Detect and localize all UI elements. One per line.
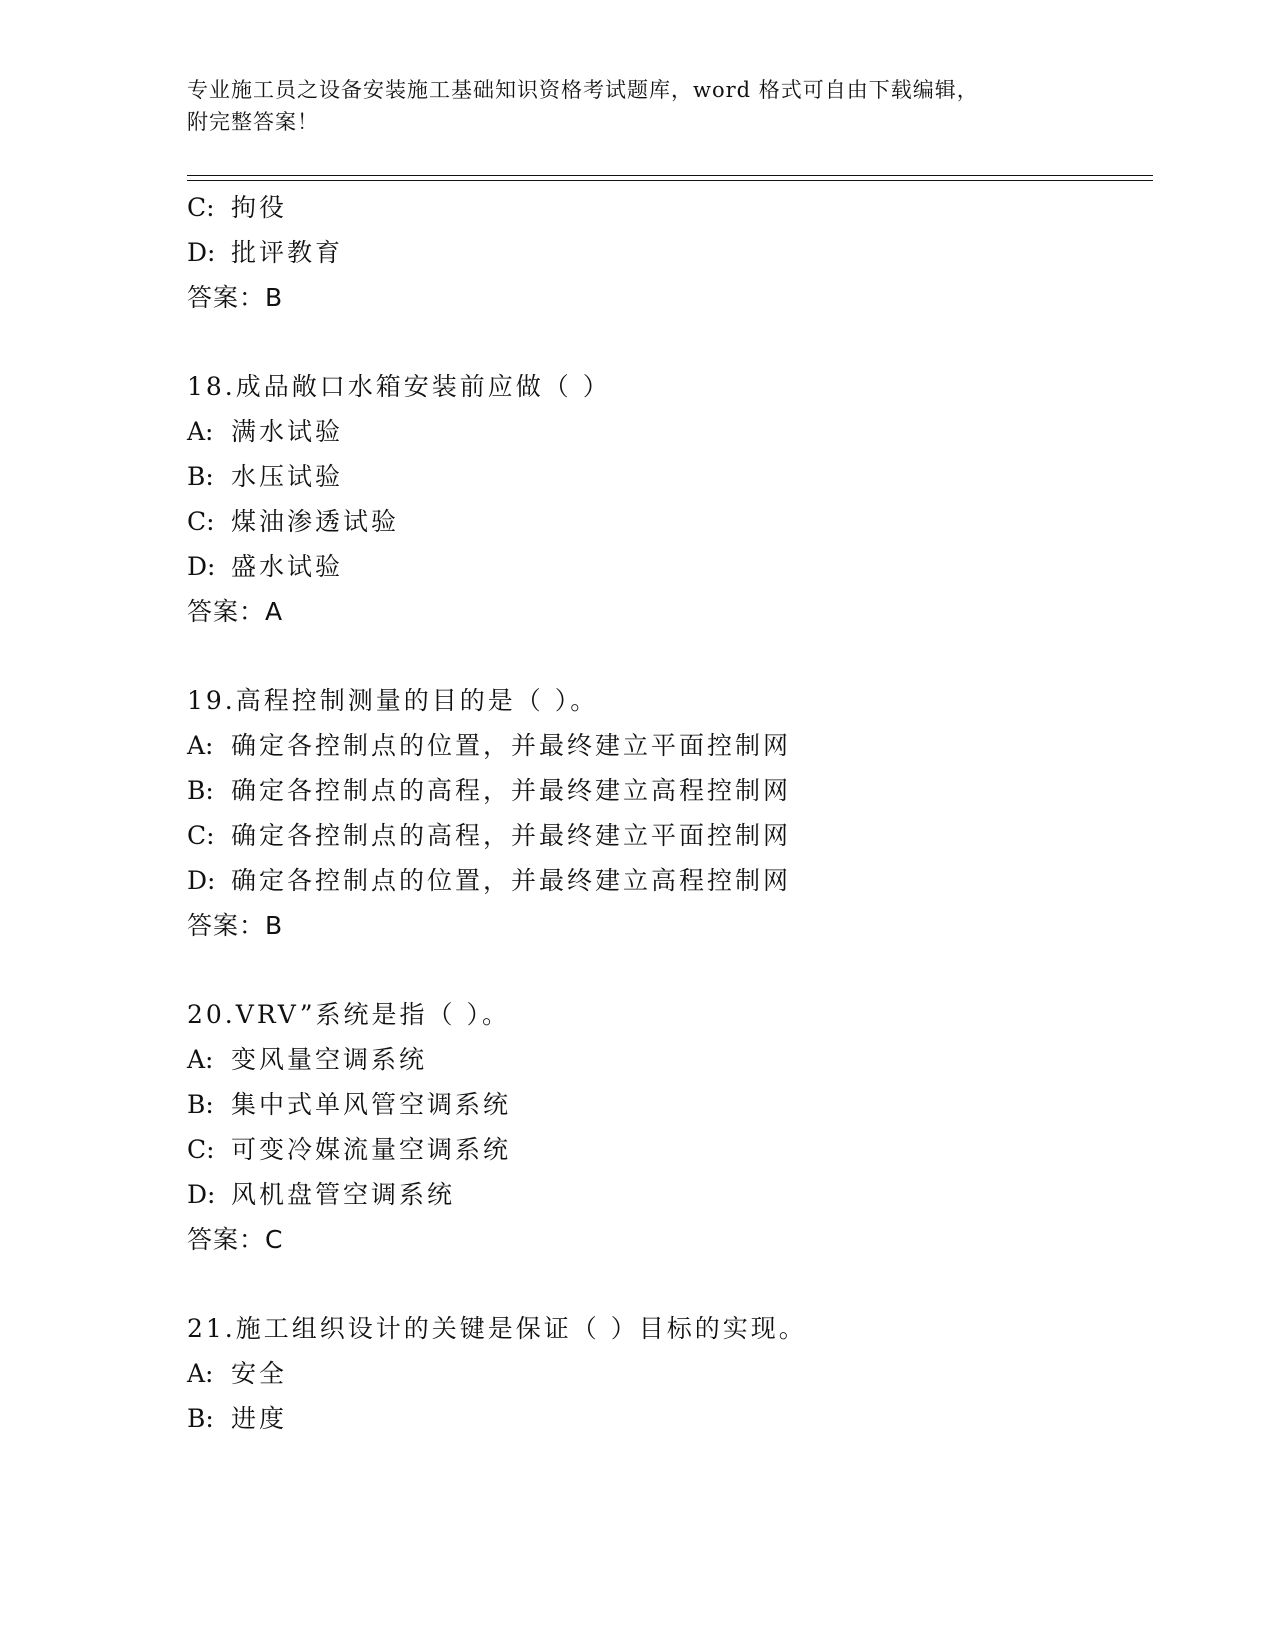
answer-line: 答案：B <box>187 283 284 312</box>
option-text: 可变冷媒流量空调系统 <box>231 1135 512 1164</box>
option-letter: C: <box>187 821 215 850</box>
option-text: 满水试验 <box>231 417 344 446</box>
option-letter: D: <box>187 1180 216 1209</box>
option-text: 拘役 <box>231 193 288 222</box>
option-line <box>187 1359 287 1389</box>
option-text: 煤油渗透试验 <box>231 507 400 536</box>
option-text: 安全 <box>231 1359 288 1388</box>
option-letter: A: <box>187 417 214 446</box>
answer-line: 答案：B <box>187 911 284 940</box>
option-letter: A: <box>187 1045 214 1074</box>
question-stem: 19.高程控制测量的目的是（ ）。 <box>187 686 599 715</box>
option-line <box>187 1045 427 1075</box>
option-letter: B: <box>187 1090 214 1119</box>
option-text: 确定各控制点的高程，并最终建立高程控制网 <box>231 776 792 805</box>
option-letter: D: <box>187 866 216 895</box>
option-line <box>187 462 343 492</box>
option-letter: C: <box>187 193 215 222</box>
option-line <box>187 507 399 537</box>
option-letter: A: <box>187 731 214 760</box>
option-letter: B: <box>187 462 214 491</box>
option-text: 确定各控制点的位置，并最终建立平面控制网 <box>231 731 792 760</box>
option-line <box>187 731 791 761</box>
option-line <box>187 238 343 268</box>
option-line <box>187 866 791 896</box>
option-letter: B: <box>187 1404 214 1433</box>
header-line-1: 专业施工员之设备安装施工基础知识资格考试题库，word 格式可自由下载编辑， <box>187 78 979 102</box>
document-header <box>187 74 1087 138</box>
option-line <box>187 417 343 447</box>
option-letter: C: <box>187 1135 215 1164</box>
option-line <box>187 776 791 806</box>
option-text: 风机盘管空调系统 <box>231 1180 456 1209</box>
option-line <box>187 552 343 582</box>
header-line-2: 附完整答案！ <box>187 110 319 134</box>
question-stem: 20.VRV”系统是指（ ）。 <box>187 1000 510 1029</box>
option-letter: A: <box>187 1359 214 1388</box>
option-letter: D: <box>187 238 216 267</box>
option-text: 变风量空调系统 <box>231 1045 428 1074</box>
option-line <box>187 1180 455 1210</box>
option-text: 确定各控制点的位置，并最终建立高程控制网 <box>231 866 792 895</box>
option-text: 确定各控制点的高程，并最终建立平面控制网 <box>231 821 792 850</box>
answer-line: 答案：A <box>187 597 284 626</box>
option-line <box>187 193 287 223</box>
option-letter: D: <box>187 552 216 581</box>
option-text: 盛水试验 <box>231 552 344 581</box>
option-line <box>187 821 791 851</box>
header-rule-bottom <box>187 180 1153 181</box>
option-text: 水压试验 <box>231 462 344 491</box>
option-text: 集中式单风管空调系统 <box>231 1090 512 1119</box>
option-line <box>187 1090 511 1120</box>
option-line <box>187 1135 511 1165</box>
option-line <box>187 1404 287 1434</box>
option-text: 批评教育 <box>231 238 344 267</box>
option-letter: C: <box>187 507 215 536</box>
option-text: 进度 <box>231 1404 288 1433</box>
option-letter: B: <box>187 776 214 805</box>
question-stem: 18.成品敞口水箱安装前应做（ ） <box>187 372 611 401</box>
question-stem: 21.施工组织设计的关键是保证（ ）目标的实现。 <box>187 1314 807 1343</box>
header-rule-top <box>187 175 1153 176</box>
answer-line: 答案：C <box>187 1225 284 1254</box>
